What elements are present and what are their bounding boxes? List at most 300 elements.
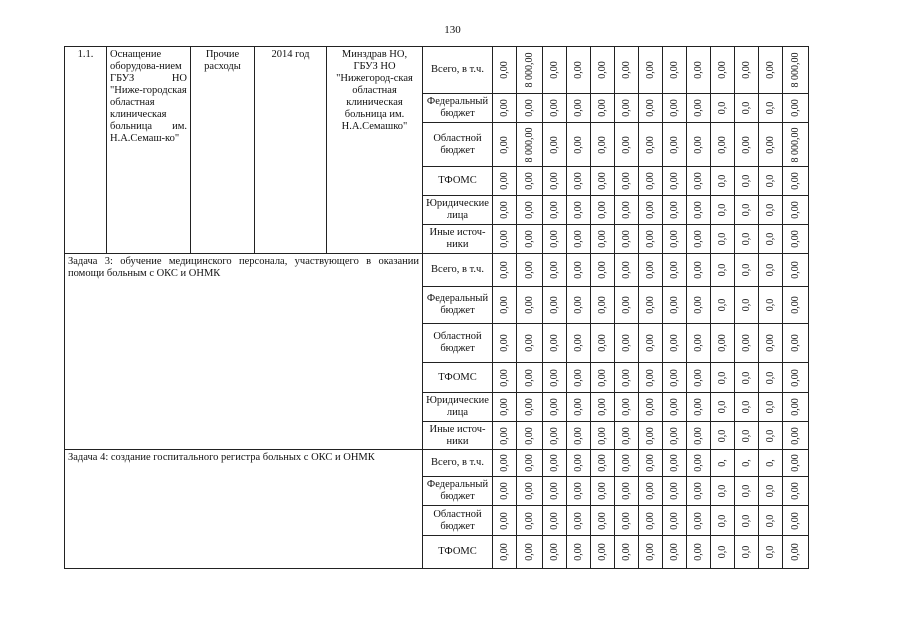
value-text: 0,0 [764,101,776,115]
value-text: 0,0 [740,263,752,277]
value-cell [735,47,759,94]
value-text: 0,00 [572,61,584,79]
value-text: 0,00 [596,230,608,248]
funding-source-label: Областной бюджет [423,123,493,167]
task-4-description: Задача 4: создание госпитального регистра больных с ОКС и ОНМК [65,450,423,569]
value-cell [735,225,759,254]
value-cell [735,536,759,569]
value-cell [493,393,517,422]
value-cell [517,393,543,422]
value-cell [543,536,567,569]
value-text: 0,00 [668,368,680,387]
value-cell [567,225,591,254]
value-cell [639,450,663,477]
value-cell [639,363,663,393]
value-cell [567,167,591,196]
value-text: 0,00 [548,99,560,117]
value-text: 0,0 [740,232,752,246]
funding-source-label: Юридические лица [423,196,493,225]
funding-source-label: Федеральный бюджет [423,287,493,324]
value-cell [663,536,687,569]
value-cell [663,94,687,123]
value-text: 0,00 [523,172,535,190]
value-cell [543,393,567,422]
value-cell [517,225,543,254]
value-text: 0,00 [644,99,656,117]
value-cell [687,536,711,569]
value-cell [615,393,639,422]
value-text: 0,00 [668,296,680,314]
value-text: 0,00 [789,99,801,117]
value-cell [493,94,517,123]
value-text: 0, [716,459,728,467]
funding-source-label: Юридические лица [423,393,493,422]
value-cell [517,324,543,363]
value-text: 0,00 [644,368,656,387]
value-cell [543,94,567,123]
value-cell [493,47,517,94]
value-cell [615,167,639,196]
value-cell [759,254,783,287]
value-cell [543,450,567,477]
value-cell [543,287,567,324]
value-cell [591,287,615,324]
value-text: 0,00 [668,135,680,154]
value-text: 0,0 [764,174,776,188]
value-cell [517,167,543,196]
value-cell [783,363,809,393]
value-cell [783,477,809,506]
value-cell [639,506,663,536]
value-cell [591,450,615,477]
value-text: 0,00 [548,201,560,219]
value-text: 0,00 [596,201,608,219]
value-text: 0,00 [692,334,704,352]
value-text: 0,00 [596,482,608,500]
value-text: 0,00 [572,201,584,219]
value-text: 0,00 [498,61,510,79]
value-cell [615,225,639,254]
value-cell [543,422,567,450]
value-cell [711,506,735,536]
value-text: 0,00 [668,261,680,279]
value-cell [615,254,639,287]
value-cell [639,477,663,506]
value-text: 0,00 [644,454,656,472]
value-cell [783,450,809,477]
value-cell [517,506,543,536]
task-3-description: Задача 3: обучение медицинского персонала, участвующего в оказании помощи больным с ОКС и ОНМК [65,254,423,450]
value-cell [687,225,711,254]
value-text: 0,00 [668,172,680,190]
value-text: 0,00 [692,135,704,154]
value-cell [711,47,735,94]
value-text: 0,00 [789,261,801,279]
value-text: 0,00 [620,398,632,416]
value-cell [517,47,543,94]
value-text: 0,00 [523,334,535,352]
value-text: 0,00 [692,261,704,279]
value-text: 0,00 [498,135,510,154]
value-text: 0,00 [620,201,632,219]
value-text: 0,00 [596,135,608,154]
value-text: 0,00 [620,454,632,472]
value-text: 0,00 [789,543,801,561]
value-text: 0,00 [548,454,560,472]
value-text: 0,00 [764,135,776,154]
value-text: 0,0 [716,101,728,115]
value-cell [663,450,687,477]
value-cell [543,225,567,254]
value-text: 0,0 [764,232,776,246]
value-cell [567,287,591,324]
funding-source-label: Областной бюджет [423,324,493,363]
value-cell [759,287,783,324]
value-cell [783,254,809,287]
value-cell [517,363,543,393]
value-cell [783,422,809,450]
value-text: 0,00 [668,334,680,352]
value-cell [543,196,567,225]
value-text: 0,00 [716,61,728,79]
value-text: 0,00 [572,398,584,416]
value-text: 0,00 [668,482,680,500]
value-cell [783,393,809,422]
value-cell [493,167,517,196]
value-text: 0,00 [789,511,801,530]
value-text: 0,00 [644,511,656,530]
value-cell [615,450,639,477]
value-cell [517,422,543,450]
value-cell [783,324,809,363]
value-cell [735,506,759,536]
value-cell [759,225,783,254]
value-text: 0,00 [764,334,776,352]
value-cell [759,450,783,477]
value-cell [711,225,735,254]
value-text: 0,0 [764,429,776,442]
value-cell [517,196,543,225]
value-cell [759,536,783,569]
value-text: 0,00 [620,261,632,279]
value-cell [615,506,639,536]
value-cell [543,167,567,196]
value-text: 0,00 [692,172,704,190]
value-text: 0,0 [740,203,752,217]
value-text: 0,0 [716,484,728,498]
funding-source-label: ТФОМС [423,363,493,393]
value-text: 0,00 [692,398,704,416]
value-cell [567,477,591,506]
funding-table [64,46,809,569]
value-cell [543,506,567,536]
value-cell [517,94,543,123]
value-text: 0,00 [620,296,632,314]
value-text: 0,00 [596,99,608,117]
value-cell [493,506,517,536]
value-text: 0,00 [523,230,535,248]
value-text: 0,00 [498,426,510,445]
value-cell [517,477,543,506]
value-text: 0,00 [692,230,704,248]
executors: Минздрав НО, ГБУЗ НО "Нижегород-ская областная клиническая больница им. Н.А.Семашко" [327,47,423,254]
value-cell [759,477,783,506]
value-cell [735,324,759,363]
value-cell [493,123,517,167]
value-cell [735,196,759,225]
table-row [65,47,809,94]
value-cell [687,393,711,422]
value-cell [639,393,663,422]
value-text: 0,00 [596,368,608,387]
value-text: 0,00 [548,368,560,387]
value-text: 0,0 [716,545,728,559]
value-cell [639,287,663,324]
value-cell [735,477,759,506]
value-cell [711,363,735,393]
value-cell [687,287,711,324]
value-text: 0,00 [596,398,608,416]
value-cell [591,393,615,422]
value-cell [591,94,615,123]
value-cell [517,254,543,287]
value-text: 0,00 [764,61,776,79]
value-cell [591,167,615,196]
value-cell [615,324,639,363]
value-text: 0,00 [644,482,656,500]
value-text: 0,00 [523,454,535,472]
value-text: 0,00 [523,368,535,387]
value-cell [711,196,735,225]
funding-source-label: Всего, в т.ч. [423,47,493,94]
value-text: 0,00 [498,230,510,248]
value-text: 0,00 [498,261,510,279]
funding-source-label: Федеральный бюджет [423,94,493,123]
value-text: 8 000,00 [523,52,535,88]
value-cell [567,422,591,450]
value-text: 0,00 [644,334,656,352]
value-text: 0,00 [644,398,656,416]
value-cell [783,225,809,254]
value-text: 0,00 [789,482,801,500]
value-cell [567,254,591,287]
value-text: 0,00 [596,543,608,561]
value-cell [759,324,783,363]
value-text: 0,00 [620,368,632,387]
value-cell [543,47,567,94]
value-cell [735,287,759,324]
value-text: 0,00 [572,135,584,154]
value-text: 0,0 [716,298,728,312]
value-text: 0,00 [789,172,801,190]
value-text: 0,00 [716,334,728,352]
funding-source-label: Всего, в т.ч. [423,254,493,287]
value-cell [711,94,735,123]
value-text: 0,00 [596,334,608,352]
value-cell [759,47,783,94]
value-text: 8 000,00 [789,52,801,88]
value-cell [615,47,639,94]
value-cell [783,167,809,196]
value-cell [567,196,591,225]
value-text: 0,00 [789,454,801,472]
value-text: 0,00 [668,61,680,79]
value-text: 0,00 [523,543,535,561]
value-text: 0,00 [498,201,510,219]
value-cell [493,324,517,363]
value-text: 0,00 [620,543,632,561]
value-cell [711,254,735,287]
value-text: 0,00 [548,398,560,416]
value-text: 0,00 [644,135,656,154]
funding-source-label: ТФОМС [423,536,493,569]
value-cell [639,94,663,123]
value-text: 0,00 [789,201,801,219]
value-cell [517,287,543,324]
value-cell [615,363,639,393]
value-text: 0,00 [548,261,560,279]
value-cell [591,196,615,225]
value-text: 0,0 [740,545,752,559]
value-cell [639,47,663,94]
value-cell [783,123,809,167]
value-text: 0,00 [548,296,560,314]
value-cell [759,196,783,225]
value-cell [615,123,639,167]
value-cell [759,393,783,422]
value-text: 0,00 [548,61,560,79]
value-text: 0,00 [498,296,510,314]
value-text: 0,0 [716,232,728,246]
value-text: 0,00 [668,99,680,117]
value-text: 0,00 [692,426,704,445]
value-cell [517,536,543,569]
value-cell [663,393,687,422]
value-cell [517,123,543,167]
value-text: 0,00 [572,511,584,530]
value-cell [639,254,663,287]
value-text: 0,00 [644,201,656,219]
value-cell [615,287,639,324]
value-text: 0,00 [596,172,608,190]
value-text: 0,00 [692,296,704,314]
value-cell [783,47,809,94]
value-cell [687,94,711,123]
value-cell [591,422,615,450]
value-cell [735,167,759,196]
value-text: 0,00 [548,511,560,530]
value-cell [493,450,517,477]
value-cell [493,287,517,324]
value-cell [687,324,711,363]
value-text: 0,00 [548,172,560,190]
value-cell [735,363,759,393]
value-text: 0,00 [596,61,608,79]
value-text: 0,00 [716,135,728,154]
value-text: 0,00 [692,511,704,530]
value-cell [759,363,783,393]
value-text: 0,00 [620,426,632,445]
value-text: 0,00 [692,99,704,117]
value-text: 0,00 [620,511,632,530]
value-cell [711,477,735,506]
expense-type: Прочие расходы [191,47,255,254]
value-text: 0,0 [764,371,776,384]
value-cell [493,254,517,287]
value-text: 0,0 [716,203,728,217]
value-cell [687,506,711,536]
value-text: 0,0 [740,429,752,442]
value-cell [735,254,759,287]
value-text: 0,00 [692,368,704,387]
funding-source-label: Областной бюджет [423,506,493,536]
value-text: 0,00 [548,426,560,445]
value-text: 8 000,00 [789,127,801,162]
value-text: 0,0 [740,514,752,527]
value-text: 0,00 [572,230,584,248]
value-text: 0,00 [620,334,632,352]
value-text: 0,00 [498,482,510,500]
value-text: 0,0 [740,174,752,188]
value-cell [591,47,615,94]
value-text: 0,00 [523,398,535,416]
value-cell [591,324,615,363]
value-text: 0,00 [523,201,535,219]
value-cell [687,422,711,450]
value-text: 0,00 [789,296,801,314]
funding-source-label: Иные источ-ники [423,225,493,254]
value-text: 0,00 [548,334,560,352]
value-text: 0,0 [764,484,776,498]
period: 2014 год [255,47,327,254]
funding-source-label: Иные источ-ники [423,422,493,450]
value-text: 0,00 [498,398,510,416]
value-cell [493,477,517,506]
value-cell [687,477,711,506]
value-text: 0,00 [572,543,584,561]
value-text: 0,00 [668,230,680,248]
value-cell [783,506,809,536]
value-text: 0,00 [620,172,632,190]
value-text: 0,00 [548,543,560,561]
value-cell [711,450,735,477]
value-cell [663,506,687,536]
value-cell [783,94,809,123]
funding-source-label: Федеральный бюджет [423,477,493,506]
value-text: 0,0 [716,263,728,277]
value-text: 0,00 [668,201,680,219]
value-text: 0,0 [764,203,776,217]
funding-source-label: Всего, в т.ч. [423,450,493,477]
value-cell [567,123,591,167]
value-cell [663,477,687,506]
value-text: 0,0 [764,298,776,312]
value-cell [567,47,591,94]
value-text: 0,0 [764,514,776,527]
value-text: 0,0 [716,371,728,384]
value-cell [517,450,543,477]
value-cell [493,225,517,254]
value-cell [493,196,517,225]
value-cell [591,254,615,287]
value-text: 8 000,00 [523,127,535,162]
value-cell [735,94,759,123]
value-cell [663,363,687,393]
value-text: 0,0 [716,514,728,527]
value-text: 0,00 [668,426,680,445]
value-text: 0,00 [668,398,680,416]
value-text: 0,00 [620,482,632,500]
